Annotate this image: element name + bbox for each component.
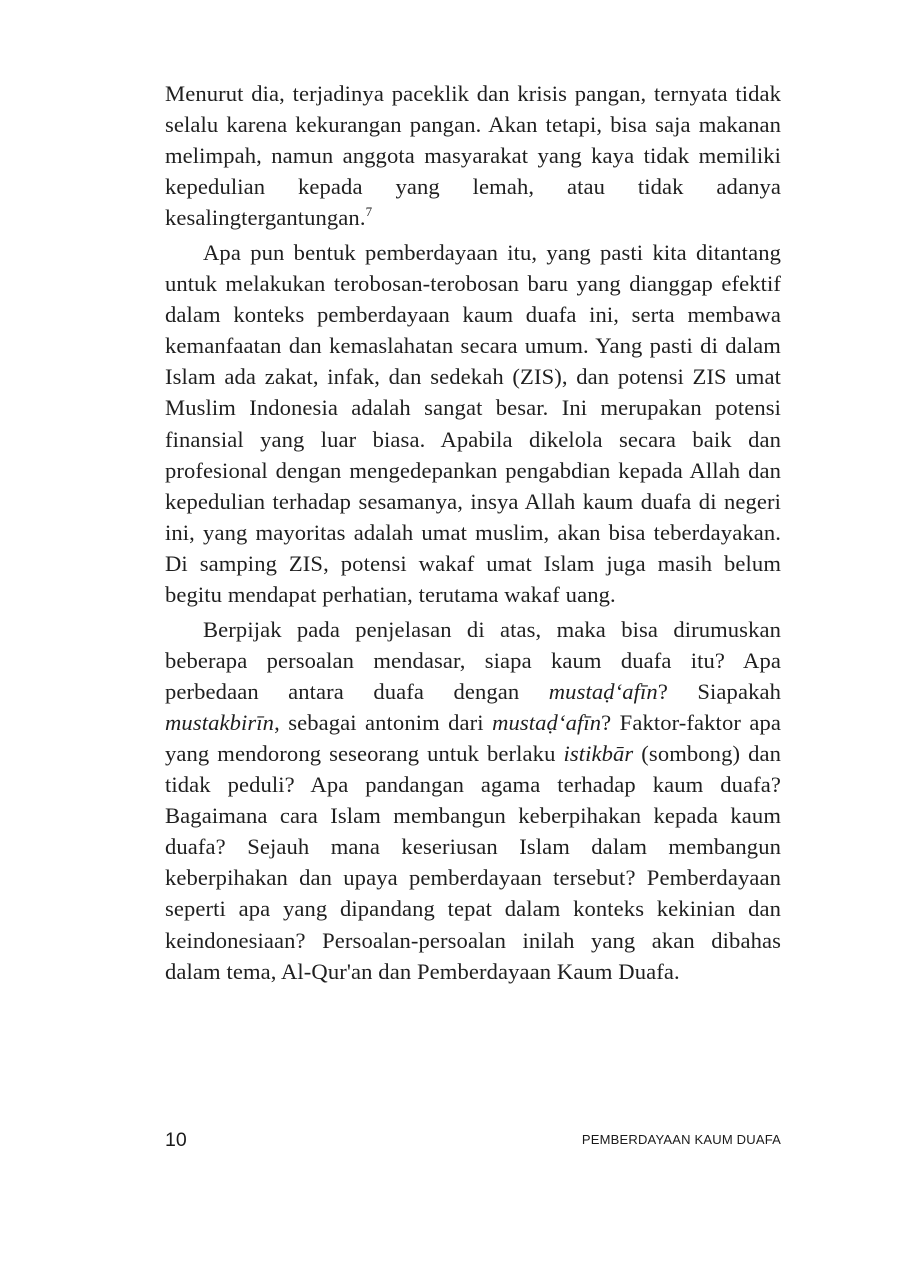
page-number: 10 bbox=[165, 1129, 187, 1151]
page-footer bbox=[165, 1127, 781, 1153]
italic-term-mustadafin-2: mustaḍ‘afīn bbox=[492, 709, 602, 735]
paragraph-2-text: Apa pun bentuk pemberdayaan itu, yang pasti kita ditantang untuk melakukan terobosan-terobosan baru yang dianggap efektif dalam konteks pemberdayaan kaum duafa ini, serta membawa kemanfaatan dan kemaslahatan secara umum. Yang pasti di dalam Islam ada zakat, infak, dan sedekah (ZIS), dan potensi ZIS umat Muslim Indonesia adalah sangat besar. Ini merupakan potensi finansial yang luar biasa. Apabila dikelola secara baik dan profesional dengan mengedepankan pengabdian kepada Allah dan kepedulian terhadap sesamanya, insya Allah kaum duafa di negeri ini, yang mayoritas adalah umat muslim, akan bisa teberdayakan. Di samping ZIS, potensi wakaf umat Islam juga masih belum begitu mendapat perhatian, terutama wakaf uang. bbox=[165, 239, 781, 607]
paragraph-3-text-1: Berpijak pada penjelasan di atas, maka bisa dirumuskan beberapa persoalan mendasar, siapa kaum duafa itu? Apa perbedaan antara duafa dengan bbox=[165, 616, 781, 704]
italic-term-mustadafin: mustaḍ‘afīn bbox=[548, 678, 658, 704]
paragraph-3 bbox=[165, 614, 781, 987]
paragraph-3-text-5: (sombong) dan tidak peduli? Apa pandangan agama terhadap kaum duafa? Bagaimana cara Islam membangun keberpihakan kepada kaum duafa? Sejauh mana keseriusan Islam dalam membangun keberpihakan dan upaya pemberdayaan tersebut? Pemberdayaan seperti apa yang dipandang tepat dalam konteks kekinian dan keindonesiaan? Persoalan-persoalan inilah yang akan dibahas dalam tema, Al-Qur'an dan Pemberdayaan Kaum Duafa. bbox=[165, 740, 782, 984]
paragraph-1-text: Menurut dia, terjadinya paceklik dan krisis pangan, ternyata tidak selalu karena kekurangan pangan. Akan tetapi, bisa saja makanan melimpah, namun anggota masyarakat yang kaya tidak memiliki kepedulian kepada yang lemah, atau tidak adanya kesalingtergantungan. bbox=[165, 81, 781, 231]
page-body bbox=[165, 78, 781, 990]
paragraph-2 bbox=[165, 237, 781, 610]
footnote-reference[interactable]: 7 bbox=[365, 204, 373, 220]
paragraph-3-text-4: ? Faktor-faktor apa yang mendorong seseorang untuk berlaku bbox=[165, 709, 781, 766]
paragraph-3-text-2: ? Siapakah bbox=[657, 678, 781, 704]
paragraph-3-text-3: , sebagai antonim dari bbox=[274, 709, 493, 735]
italic-term-mustakbirin: mustakbirīn bbox=[165, 709, 275, 735]
paragraph-1 bbox=[165, 78, 781, 233]
running-head: PEMBERDAYAAN KAUM DUAFA bbox=[581, 1132, 781, 1147]
italic-term-istikbar: istikbār bbox=[563, 740, 634, 766]
